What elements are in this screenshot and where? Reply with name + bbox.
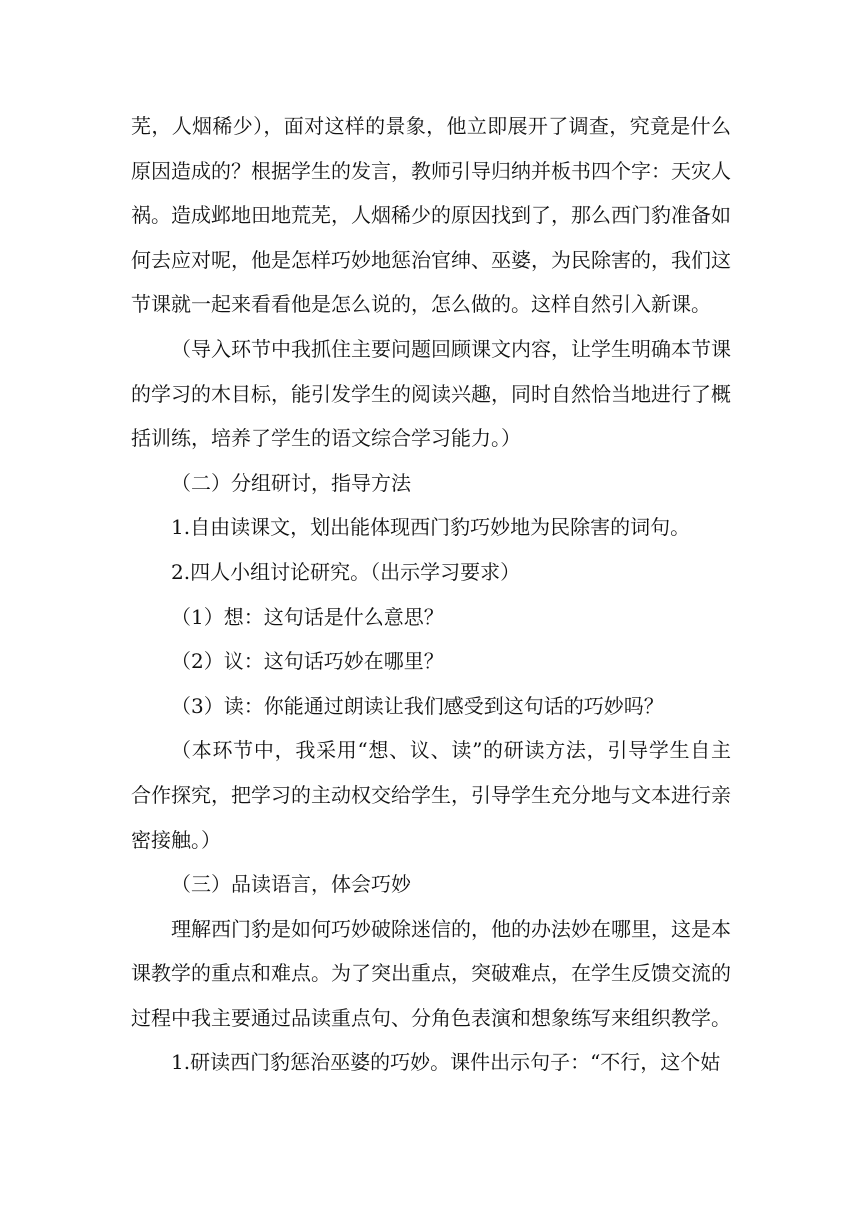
paragraph-commentary-intro: （导入环节中我抓住主要问题回顾课文内容，让学生明确本节课的学习的木目标，能引发学生的阅读兴趣，同时自然恰当地进行了概括训练，培养了学生的语文综合学习能力。） (131, 336, 731, 451)
paragraph-commentary-method: （本环节中，我采用“想、议、读”的研读方法，引导学生自主合作探究，把学习的主动权交给学生，引导学生充分地与文本进行亲密接触。） (131, 738, 731, 852)
sub-item-read: （3）读：你能通过朗读让我们感受到这句话的巧妙吗？ (171, 693, 664, 718)
paragraph-continuation: 芜，人烟稀少），面对这样的景象，他立即展开了调查，究竟是什么原因造成的？根据学生的发言，教师引导归纳并板书四个字：天灾人祸。造成邺地田地荒芜，人烟稀少的原因找到了，那么西门豹准备如何去应对呢，他是怎样巧妙地惩治官绅、巫婆，为民除害的，我们这节课就一起来看看他是怎么说的，怎么做的。这样自然引入新课。 (131, 114, 731, 317)
list-item-step-1: 1.自由读课文，划出能体现西门豹巧妙地为民除害的词句。 (171, 515, 691, 540)
sub-item-think: （1）想：这句话是什么意思？ (171, 604, 444, 629)
section-heading-group-discussion: （二）分组研讨，指导方法 (171, 470, 411, 495)
list-item-study-1: 1.研读西门豹惩治巫婆的巧妙。课件出示句子：“不行，这个姑 (171, 1050, 721, 1075)
list-item-step-2: 2.四人小组讨论研究。（出示学习要求） (171, 559, 521, 584)
document-body (131, 104, 731, 1085)
sub-item-discuss: （2）议：这句话巧妙在哪里？ (171, 649, 444, 674)
paragraph-key-points: 理解西门豹是如何巧妙破除迷信的，他的办法妙在哪里，这是本课教学的重点和难点。为了突出重点，突破难点，在学生反馈交流的过程中我主要通过品读重点句、分角色表演和想象练写来组织教学。 (131, 916, 731, 1030)
section-heading-language: （三）品读语言，体会巧妙 (171, 872, 411, 897)
